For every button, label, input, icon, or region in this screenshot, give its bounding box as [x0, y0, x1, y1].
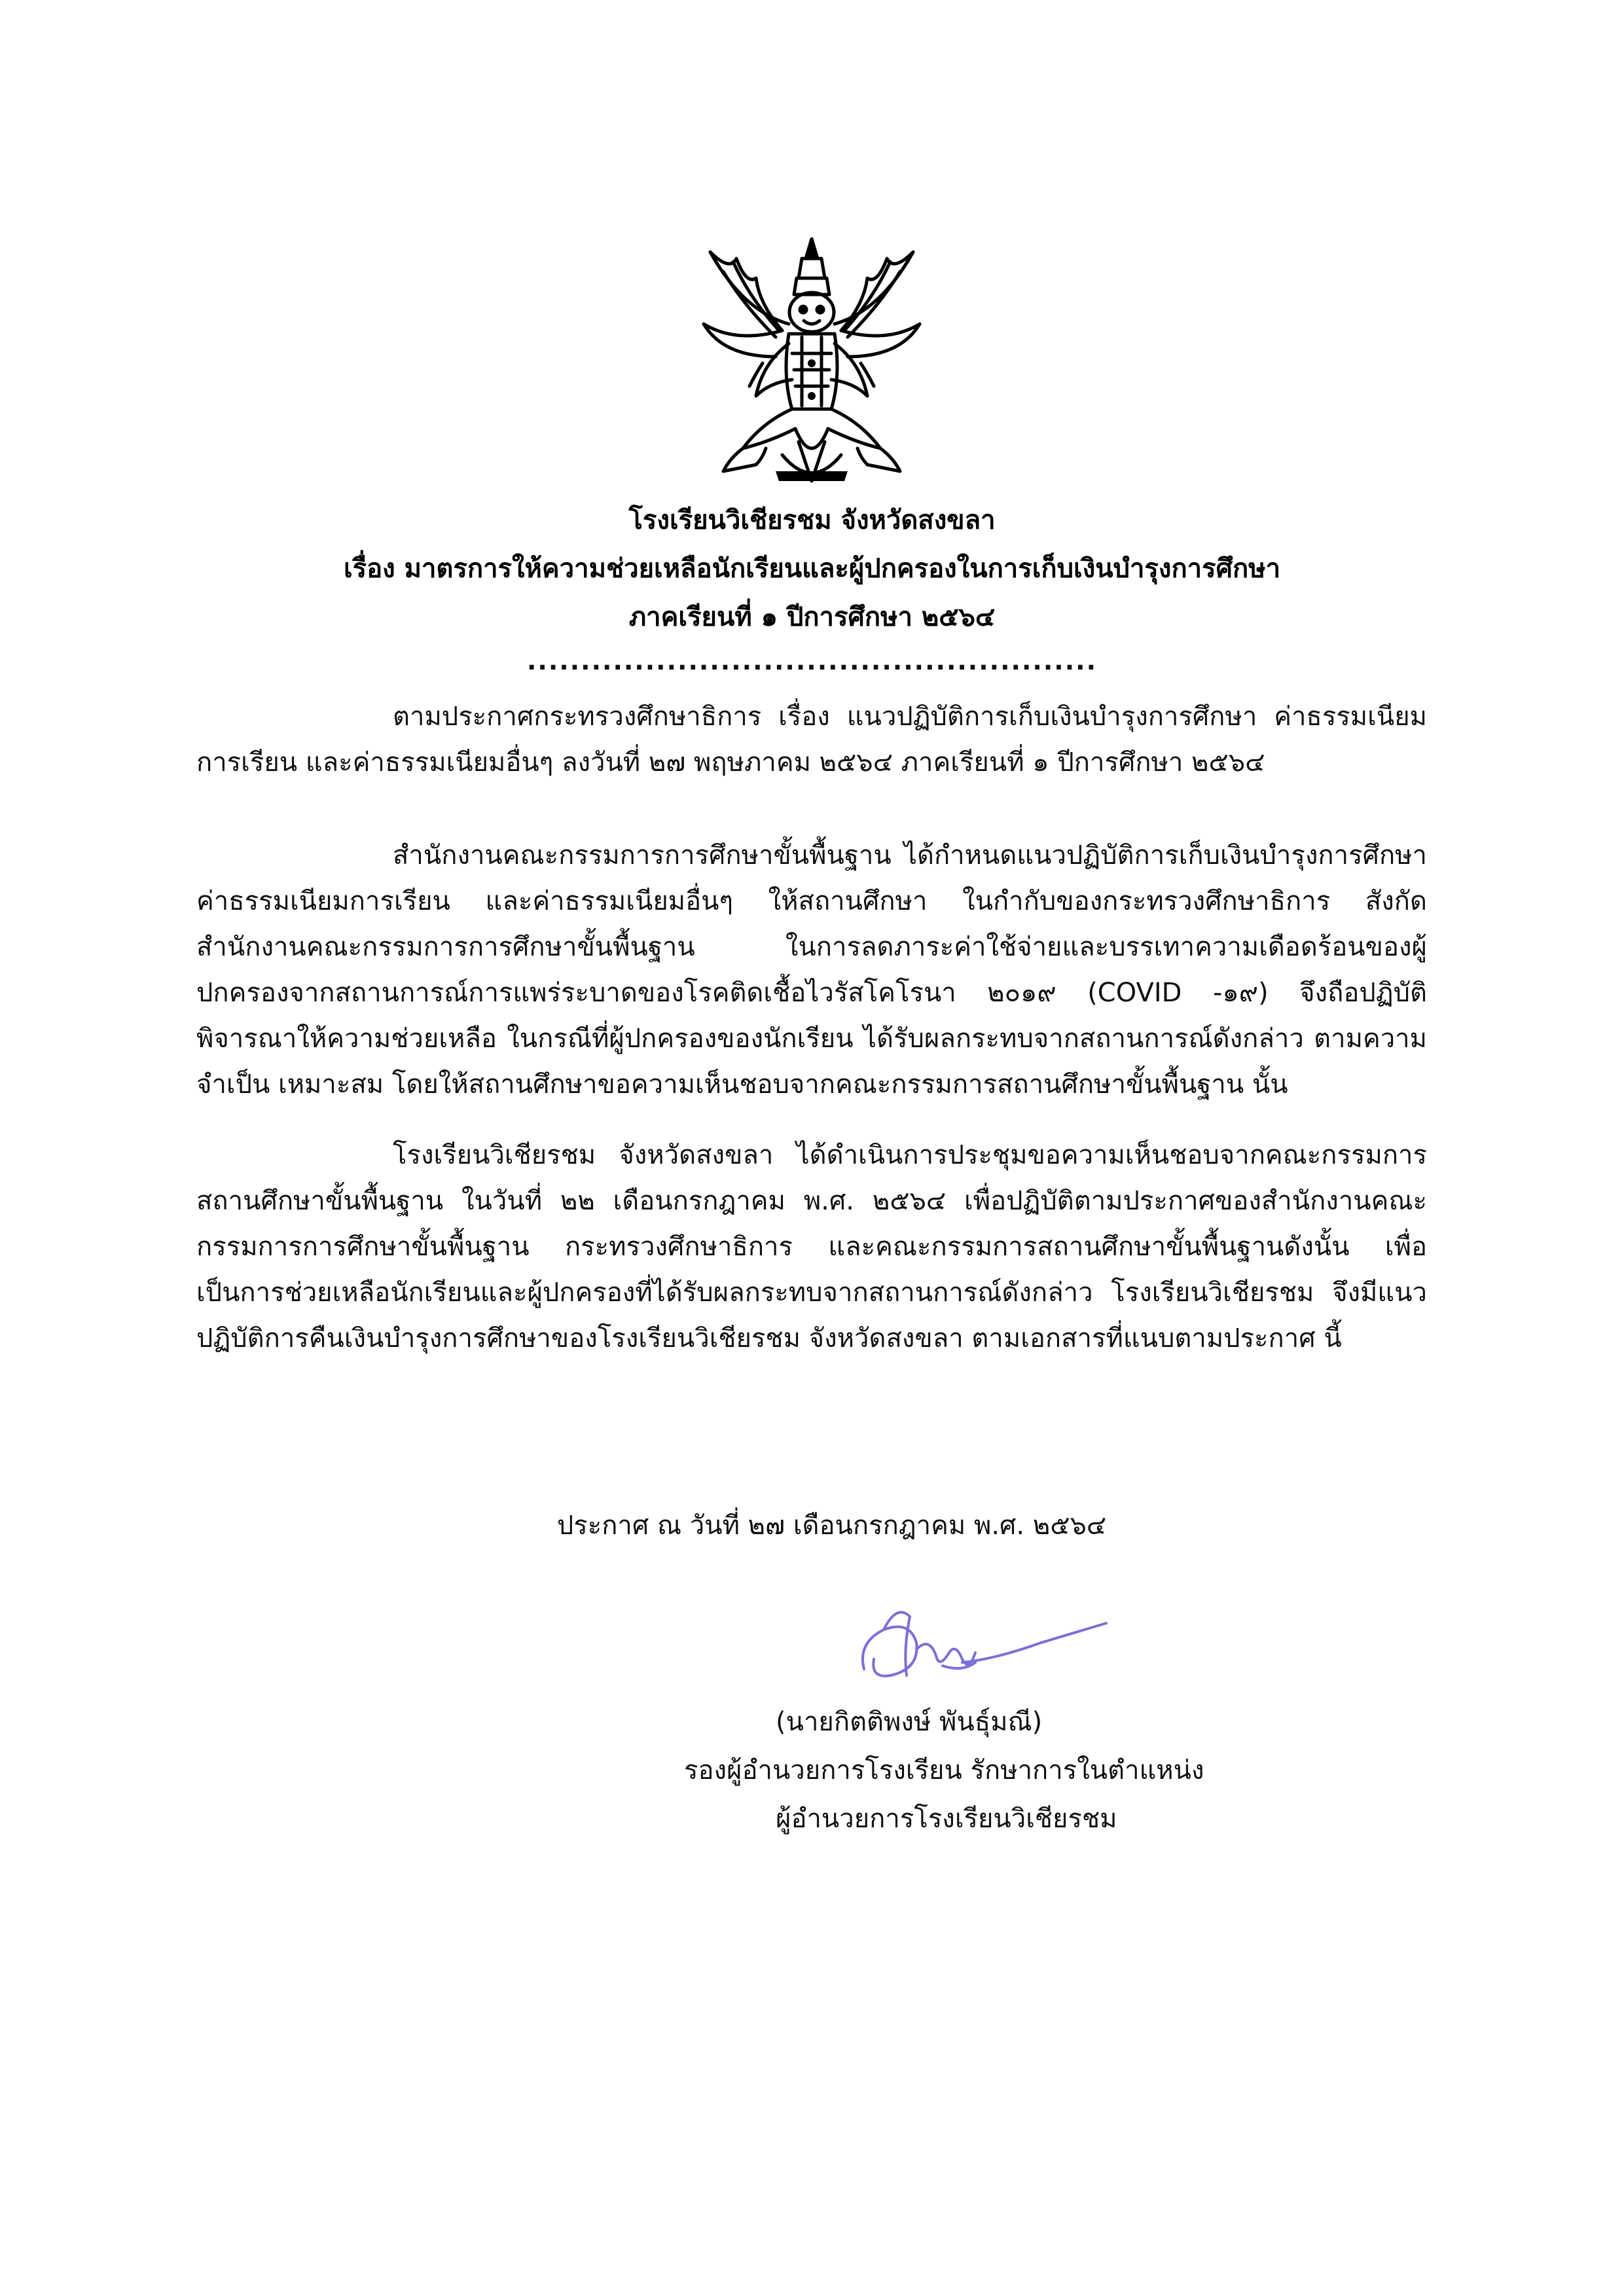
- body-paragraph-2: [196, 833, 1427, 1107]
- school-title: โรงเรียนวิเชียรชม จังหวัดสงขลา: [628, 505, 996, 535]
- paragraph-1-text: ตามประกาศกระทรวงศึกษาธิการ เรื่อง แนวปฏิบัติการเก็บเงินบำรุงการศึกษา ค่าธรรมเนียมการเรียน และค่าธรรมเนียมอื่นๆ ลงวันที่ ๒๗ พฤษภาคม ๒๕๖๔ ภาคเรียนที่ ๑ ปีการศึกษา ๒๕๖๔: [196, 702, 1427, 778]
- handwritten-signature: [844, 1590, 1119, 1695]
- signer-name: (นายกิตติพงษ์ พันธุ์มณี): [776, 1707, 1043, 1737]
- separator-line: .....................................................: [526, 647, 1098, 675]
- paragraph-3-text: โรงเรียนวิเชียรชม จังหวัดสงขลา ได้ดำเนินการประชุมขอความเห็นชอบจากคณะกรรมการสถานศึกษาขั้นพื้นฐาน ในวันที่ ๒๒ เดือนกรกฎาคม พ.ศ. ๒๕๖๔ เพื่อปฏิบัติตามประกาศของสำนักงานคณะกรรมการการศึกษาขั้นพื้นฐาน กระทรวงศึกษาธิการ และคณะกรรมการสถานศึกษาขั้นพื้นฐานดังนั้น เพื่อเป็นการช่วยเหลือนักเรียนและผู้ปกครองที่ได้รับผลกระทบจากสถานการณ์ดังกล่าว โรงเรียนวิเชียรชม จึงมีแนวปฏิบัติการคืนเงินบำรุงการศึกษาของโรงเรียนวิเชียรชม จังหวัดสงขลา ตามเอกสารที่แนบตามประกาศ นี้: [196, 1140, 1427, 1354]
- signer-position-2: ผู้อำนวยการโรงเรียนวิเชียรชม: [776, 1804, 1117, 1834]
- announcement-date: ประกาศ ณ วันที่ ๒๗ เดือนกรกฎาคม พ.ศ. ๒๕๖๔: [556, 1511, 1107, 1541]
- signer-position-1: รองผู้อำนวยการโรงเรียน รักษาการในตำแหน่ง: [684, 1755, 1204, 1785]
- paragraph-2-text: สำนักงานคณะกรรมการการศึกษาขั้นพื้นฐาน ได้กำหนดแนวปฏิบัติการเก็บเงินบำรุงการศึกษา ค่าธรรมเนียมการเรียน และค่าธรรมเนียมอื่นๆ ให้สถานศึกษา ในกำกับของกระทรวงศึกษาธิการ สังกัดสำนักงานคณะกรรมการการศึกษาขั้นพื้นฐาน ในการลดภาระค่าใช้จ่ายและบรรเทาความเดือดร้อนของผู้ปกครองจากสถานการณ์การแพร่ระบาดของโรคติดเชื้อไวรัสโคโรนา ๒๐๑๙ (COVID -๑๙) จึงถือปฏิบัติพิจารณาให้ความช่วยเหลือ ในกรณีที่ผู้ปกครองของนักเรียน ได้รับผลกระทบจากสถานการณ์ดังกล่าว ตามความจำเป็น เหมาะสม โดยให้สถานศึกษาขอความเห็นชอบจากคณะกรรมการสถานศึกษาขั้นพื้นฐาน นั้น: [196, 840, 1427, 1100]
- subject-title: เรื่อง มาตรการให้ความช่วยเหลือนักเรียนและผู้ปกครองในการเก็บเงินบำรุงการศึกษา: [343, 554, 1281, 584]
- term-title: ภาคเรียนที่ ๑ ปีการศึกษา ๒๕๖๔: [628, 602, 996, 632]
- garuda-emblem-icon: [684, 232, 939, 494]
- body-paragraph-3: [196, 1132, 1427, 1361]
- body-paragraph-1: [196, 694, 1427, 785]
